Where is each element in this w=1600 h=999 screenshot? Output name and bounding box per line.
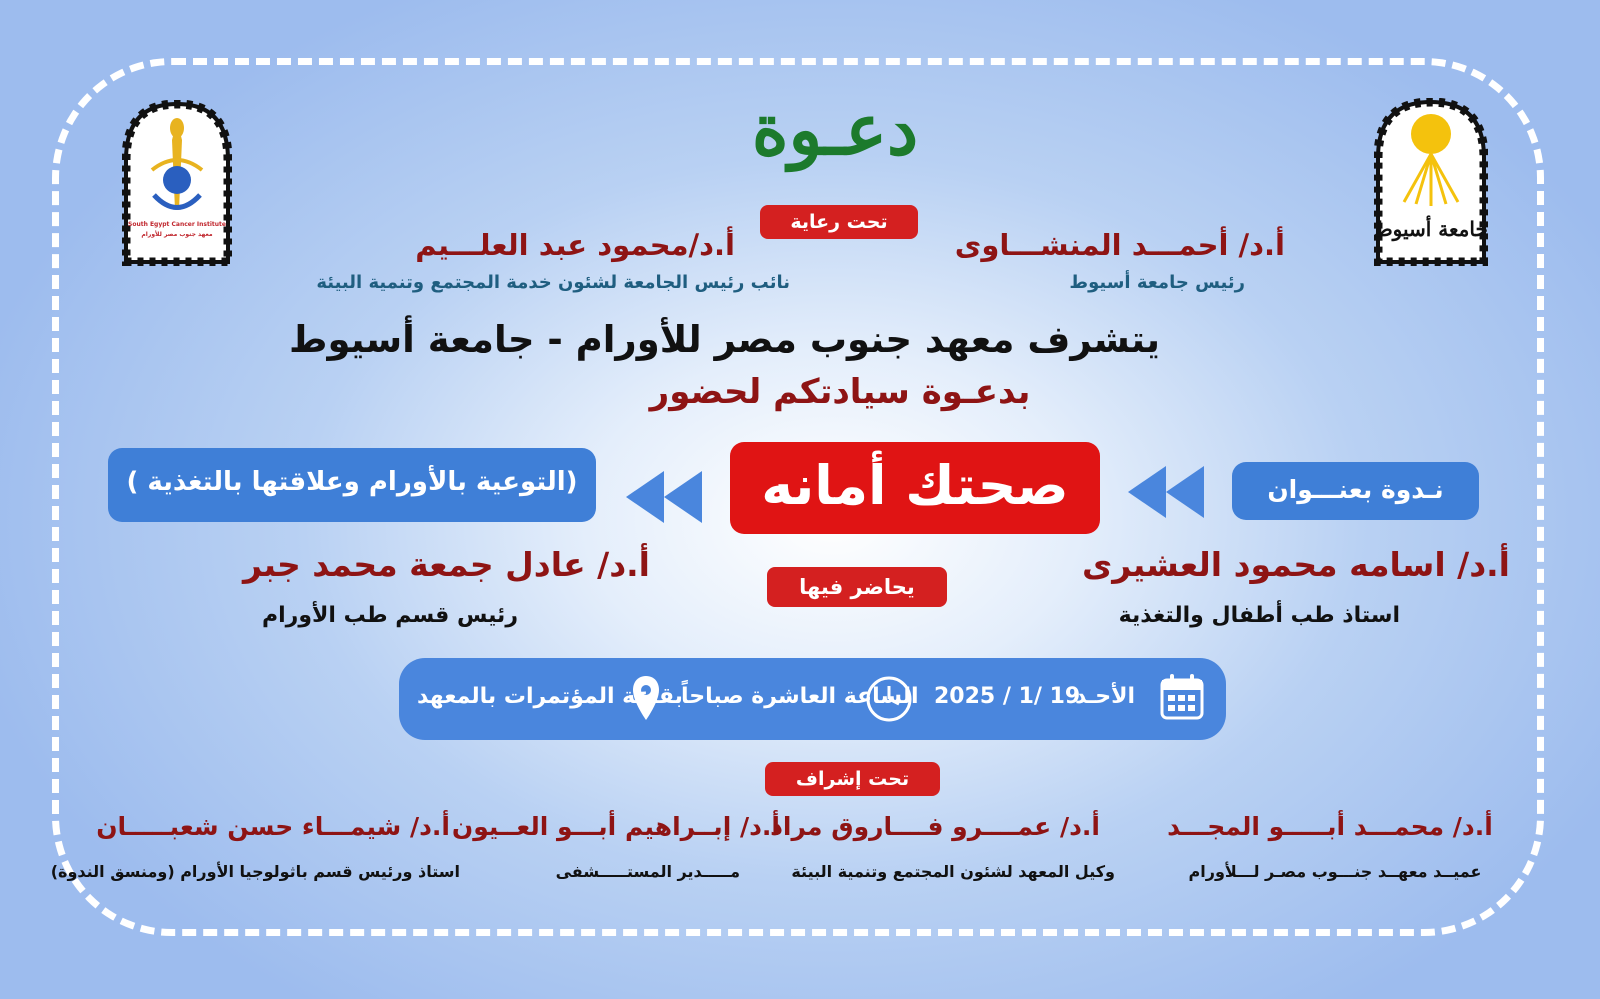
logo-left-ar-text: معهد جنوب مصر للأورام [141,231,213,238]
invitation-title: دعـوة [751,88,919,171]
supervisor-3-name: أ.د/ إبــراهيم أبـــو العــيون [451,812,780,841]
lecturer-right-role: استاذ طب أطفال والتغذية [1118,603,1400,628]
supervisor-1-name: أ.د/ محمـــد أبـــــو المجـــد [1167,812,1493,841]
event-day: الأحـد [1075,684,1136,709]
patron-right-role: رئيس جامعة أسيوط [1069,272,1245,293]
patron-left-name: أ.د/محمود عبد العلـــيم [415,228,735,262]
event-location: بقاعة المؤتمرات بالمعهد [417,684,683,709]
calendar-icon [1159,672,1205,726]
logo-left-en-text: South Egypt Cancer Institute [128,221,226,228]
supervisor-3-role: مـــــدير المستـــــشفى [555,862,740,881]
patron-left-role: نائب رئيس الجامعة لشئون خدمة المجتمع وتنمية البيئة [316,272,790,293]
event-date: 2025 / 1/ 19 [934,684,1081,709]
patronage-label: تحت رعاية [760,205,918,239]
supervisor-4-name: أ.د/ شيمـــاء حسن شعبـــــان [96,812,450,841]
invite-line: بدعـوة سيادتكم لحضور [649,372,1031,412]
double-arrow-right-icon [1126,462,1206,522]
event-info-bar [399,658,1226,740]
lecturer-left-role: رئيس قسم طب الأورام [262,603,518,628]
lecturer-left-name: أ.د/ عادل جمعة محمد جبر [242,545,650,584]
supervisor-2-name: أ.د/ عمــــرو فــــاروق مراد [770,812,1100,841]
supervisor-2-role: وكيل المعهد لشئون المجتمع وتنمية البيئة [791,862,1115,881]
patron-right-name: أ.د/ أحمـــد المنشـــاوى [954,228,1285,262]
event-time: الساعة العاشرة صباحاً [681,684,919,709]
supervision-label: تحت إشراف [765,762,940,796]
lecturers-label: يحاضر فيها [767,567,947,607]
assiut-university-logo [1374,98,1488,266]
lecturer-right-name: أ.د/ اسامه محمود العشيرى [1081,545,1510,584]
host-line: يتشرف معهد جنوب مصر للأورام - جامعة أسيوط [289,318,1160,361]
seminar-main-title: صحتك أمانه [730,442,1100,534]
supervisor-4-role: استاذ ورئيس قسم باثولوجيا الأورام (ومنسق الندوة) [50,862,460,881]
double-arrow-left-icon [624,467,704,527]
seminar-topic: (التوعية بالأورام وعلاقتها بالتغذية ) [108,448,596,522]
cancer-institute-logo [122,100,232,266]
logo-right-text: جامعة أسيوط [1374,217,1488,241]
seminar-label: نـدوة بعنـــوان [1232,462,1479,520]
supervisor-1-role: عميــد معهــد جنـــوب مصـر لـــلأورام [1188,862,1482,881]
